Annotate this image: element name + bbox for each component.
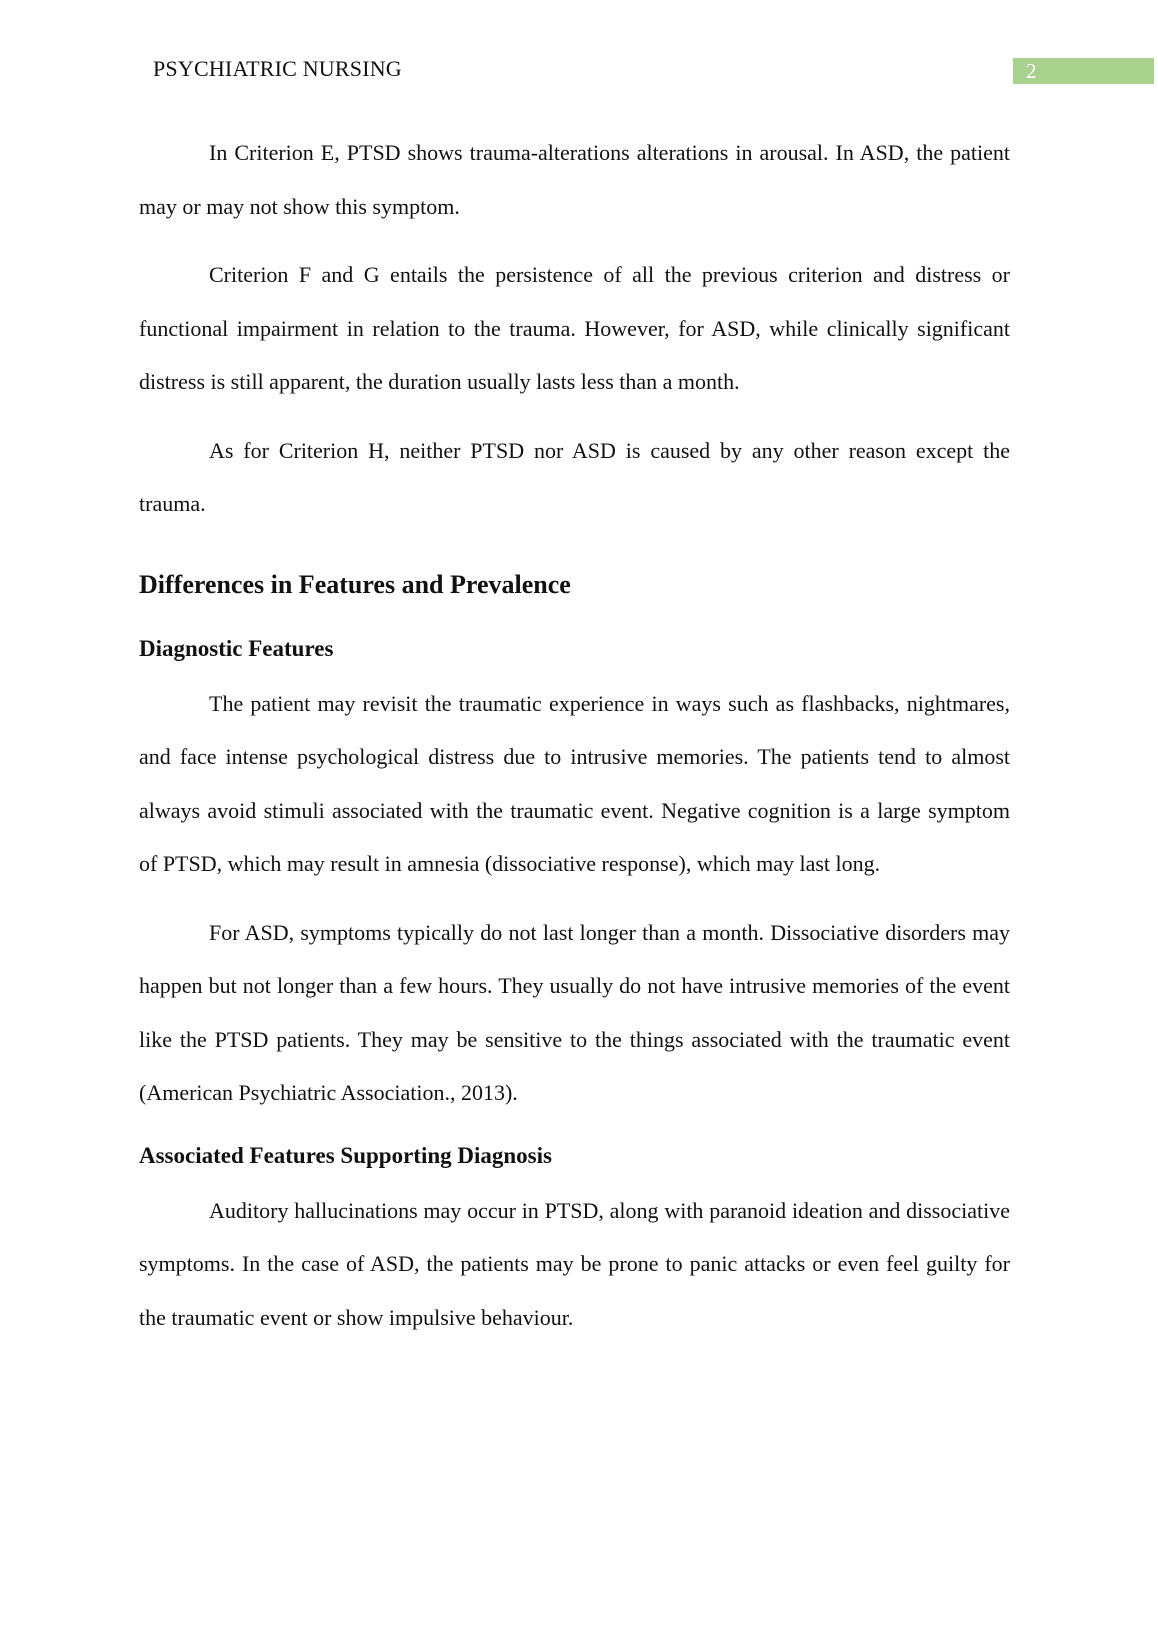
paragraph-ptsd-features: The patient may revisit the traumatic experience in ways such as flashbacks, nightmares, and face intense psychological distress due to intrusive memories. The patients tend to almost always avoid stimuli associated with the traumatic event. Negative cognition is a large symptom of PTSD, which may result in amnesia (dissociative response), which may last long. (139, 690, 1010, 876)
section-heading: Differences in Features and Prevalence (139, 569, 571, 599)
paragraph-criterion-f-g: Criterion F and G entails the persistence of all the previous criterion and distress or functional impairment in relation to the trauma. However, for ASD, while clinically significant distress is still apparent, the duration usually lasts less than a month. (139, 262, 1010, 394)
diagnostic-features-heading: Diagnostic Features (139, 635, 334, 661)
paragraph-asd-features: For ASD, symptoms typically do not last longer than a month. Dissociative disorders may happen but not longer than a few hours. They usually do not have intrusive memories of the event like the PTSD patients. They may be sensitive to the things associated with the traumatic event (American Psychiatric Association., 2013). (139, 919, 1010, 1105)
page-number-box (1013, 58, 1154, 84)
page-number: 2 (1026, 59, 1037, 83)
paragraph-criterion-e: In Criterion E, PTSD shows trauma-alterations alterations in arousal. In ASD, the patient may or may not show this symptom. (139, 140, 1010, 219)
paragraph-associated-features: Auditory hallucinations may occur in PTSD, along with paranoid ideation and dissociative symptoms. In the case of ASD, the patients may be prone to panic attacks or even feel guilty for the traumatic event or show impulsive behaviour. (139, 1197, 1010, 1330)
paragraph-criterion-h: As for Criterion H, neither PTSD nor ASD is caused by any other reason except the trauma. (139, 437, 1010, 516)
document-body (139, 126, 1010, 1344)
associated-features-heading: Associated Features Supporting Diagnosis (139, 1142, 552, 1168)
running-head: PSYCHIATRIC NURSING (153, 56, 402, 81)
